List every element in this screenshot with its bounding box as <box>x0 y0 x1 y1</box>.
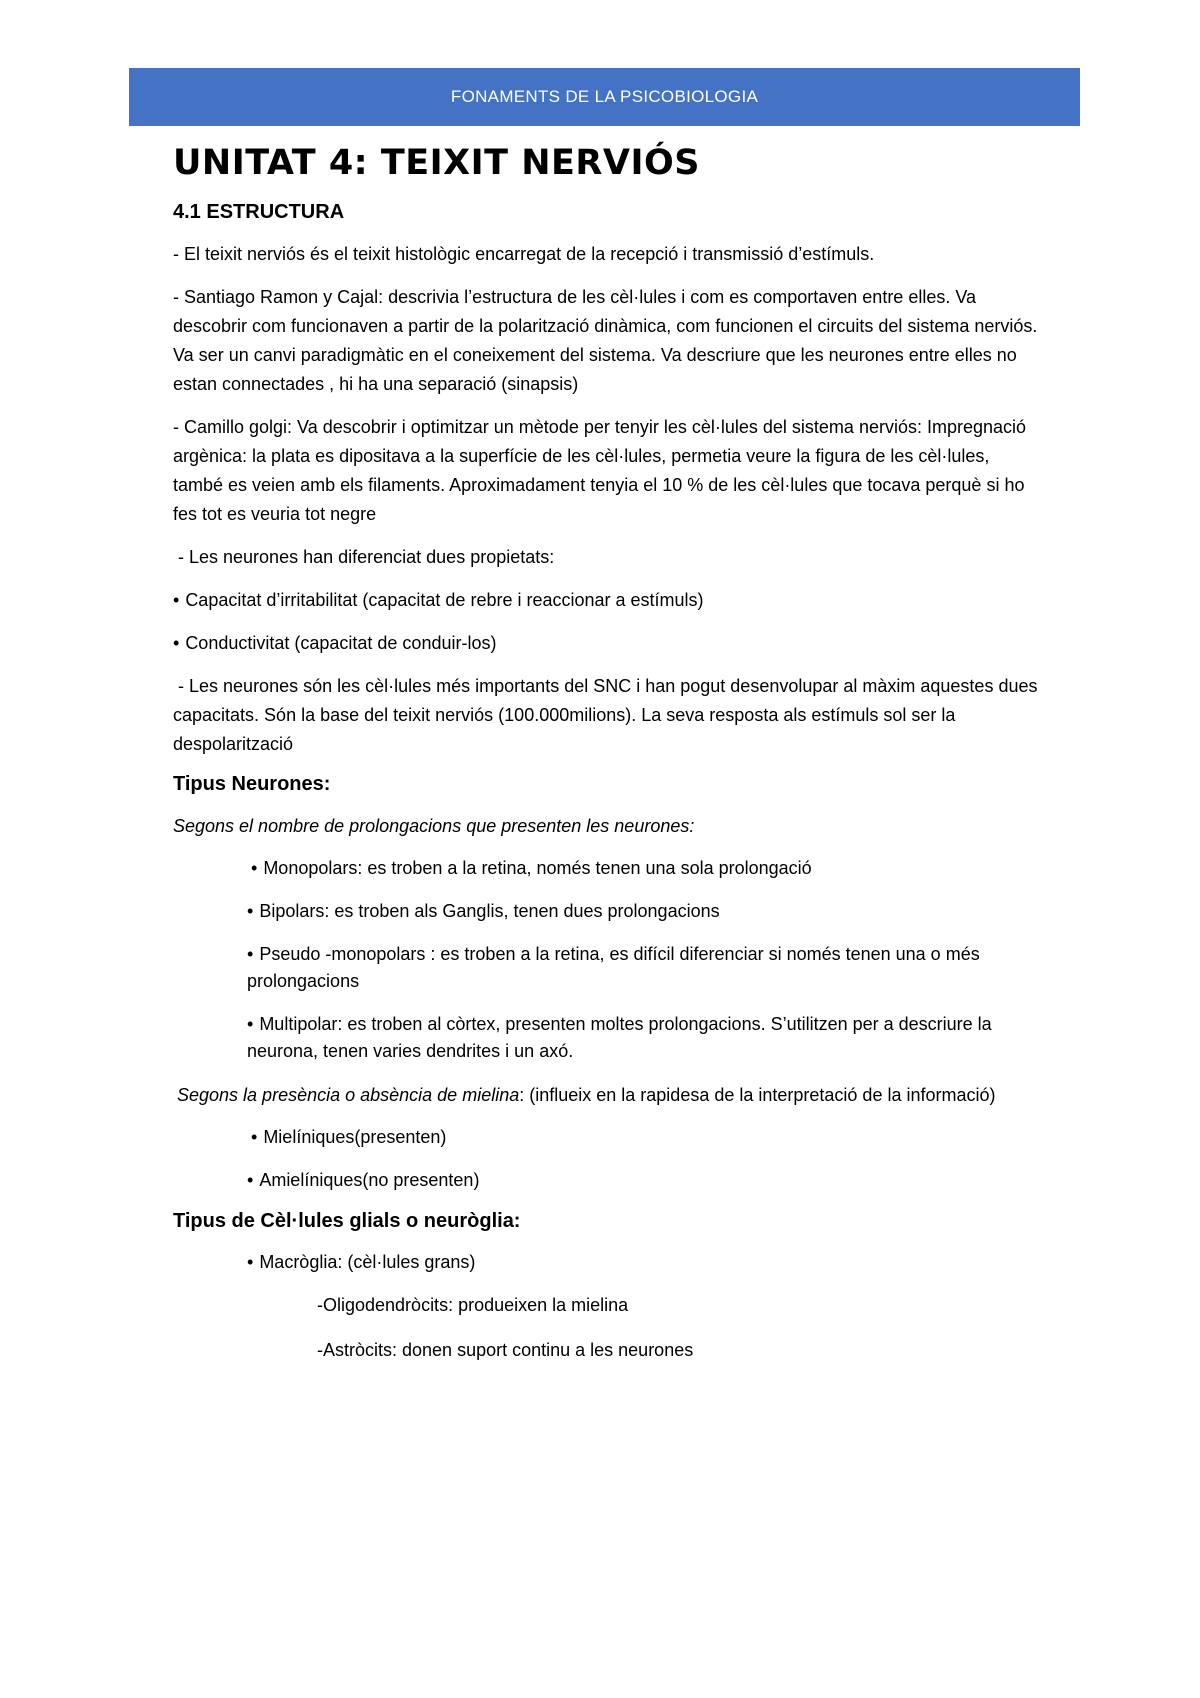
bullet-icon: • <box>247 944 254 964</box>
neuron-type-text: Monopolars: es troben a la retina, només tenen una sola prolongació <box>263 858 812 878</box>
glial-sub-item: -Astròcits: donen suport continu a les neurones <box>317 1340 694 1360</box>
page-header-bar <box>129 68 1080 126</box>
neuron-type-item <box>173 855 1043 882</box>
section-title: 4.1 ESTRUCTURA <box>173 201 345 223</box>
myelin-item <box>173 1167 1043 1194</box>
neuron-types-heading: Tipus Neurones: <box>173 773 331 795</box>
macroglia-text: Macròglia: (cèl·lules grans) <box>259 1252 476 1272</box>
property-text: Capacitat d’irritabilitat (capacitat de rebre i reaccionar a estímuls) <box>185 590 704 610</box>
course-title: FONAMENTS DE LA PSICOBIOLOGIA <box>450 87 759 106</box>
page-title: UNITAT 4: TEIXIT NERVIÓS <box>173 143 700 183</box>
neuron-type-text: Multipolar: es troben al còrtex, presenten moltes prolongacions. S’utilitzen per a descriure la neurona, tenen varies dendrites i un axó. <box>247 1014 992 1061</box>
bullet-icon: • <box>247 1252 254 1272</box>
property-item <box>173 629 1043 658</box>
myelin-intro-rest: : (influeix en la rapidesa de la interpretació de la informació) <box>519 1085 996 1105</box>
neuron-type-item <box>173 1011 1043 1065</box>
neuron-type-text: Pseudo -monopolars : es troben a la retina, es difícil diferenciar si només tenen una o més prolongacions <box>247 944 980 991</box>
myelin-intro <box>173 1081 1043 1110</box>
bullet-icon: • <box>251 858 258 878</box>
myelin-intro-italic: Segons la presència o absència de mielina <box>177 1085 520 1105</box>
paragraph-summary: - Les neurones són les cèl·lules més importants del SNC i han pogut desenvolupar al màxim aquestes dues capacitats. Són la base del teixit nerviós (100.000milions). La seva resposta als estímuls sol ser la despolarització <box>173 676 1043 754</box>
bullet-icon: • <box>247 1014 254 1034</box>
bullet-icon: • <box>247 901 254 921</box>
neuron-type-item <box>173 941 1043 995</box>
paragraph-definition: - El teixit nerviós és el teixit histològic encarregat de la recepció i transmissió d’estímuls. <box>173 244 875 264</box>
neuron-type-text: Bipolars: es troben als Ganglis, tenen dues prolongacions <box>259 901 720 921</box>
neuron-type-item <box>173 898 1043 925</box>
myelin-item <box>173 1124 1043 1151</box>
paragraph-properties-intro: - Les neurones han diferenciat dues propietats: <box>173 547 555 567</box>
bullet-icon: • <box>173 633 180 653</box>
document-body <box>173 140 1043 1382</box>
property-text: Conductivitat (capacitat de conduir-los) <box>185 633 497 653</box>
macroglia-item <box>173 1249 1043 1276</box>
prolongations-intro: Segons el nombre de prolongacions que presenten les neurones: <box>173 816 695 836</box>
bullet-icon: • <box>251 1127 258 1147</box>
glial-cells-heading: Tipus de Cèl·lules glials o neuròglia: <box>173 1210 521 1232</box>
paragraph-cajal: - Santiago Ramon y Cajal: descrivia l’estructura de les cèl·lules i com es comportaven entre elles. Va descobrir com funcionaven a partir de la polarització dinàmica, com funcionen el circuits del sistema nerviós. Va ser un canvi paradigmàtic en el coneixement del sistema. Va descriure que les neurones entre elles no estan connectades , hi ha una separació (sinapsis) <box>173 287 1038 394</box>
myelin-item-text: Mielíniques(presenten) <box>263 1127 447 1147</box>
bullet-icon: • <box>247 1170 254 1190</box>
property-item <box>173 586 1043 615</box>
paragraph-golgi: - Camillo golgi: Va descobrir i optimitzar un mètode per tenyir les cèl·lules del sistema nerviós: Impregnació argènica: la plata es dipositava a la superfície de les cèl·lules, permetia veure la figura de les cèl·lules, també es veien amb els filaments. Aproximadament tenyia el 10 % de les cèl·lules que tocava perquè si ho fes tot es veuria tot negre <box>173 417 1027 524</box>
myelin-item-text: Amielíniques(no presenten) <box>259 1170 480 1190</box>
glial-sub-item: -Oligodendròcits: produeixen la mielina <box>317 1295 629 1315</box>
bullet-icon: • <box>173 590 180 610</box>
